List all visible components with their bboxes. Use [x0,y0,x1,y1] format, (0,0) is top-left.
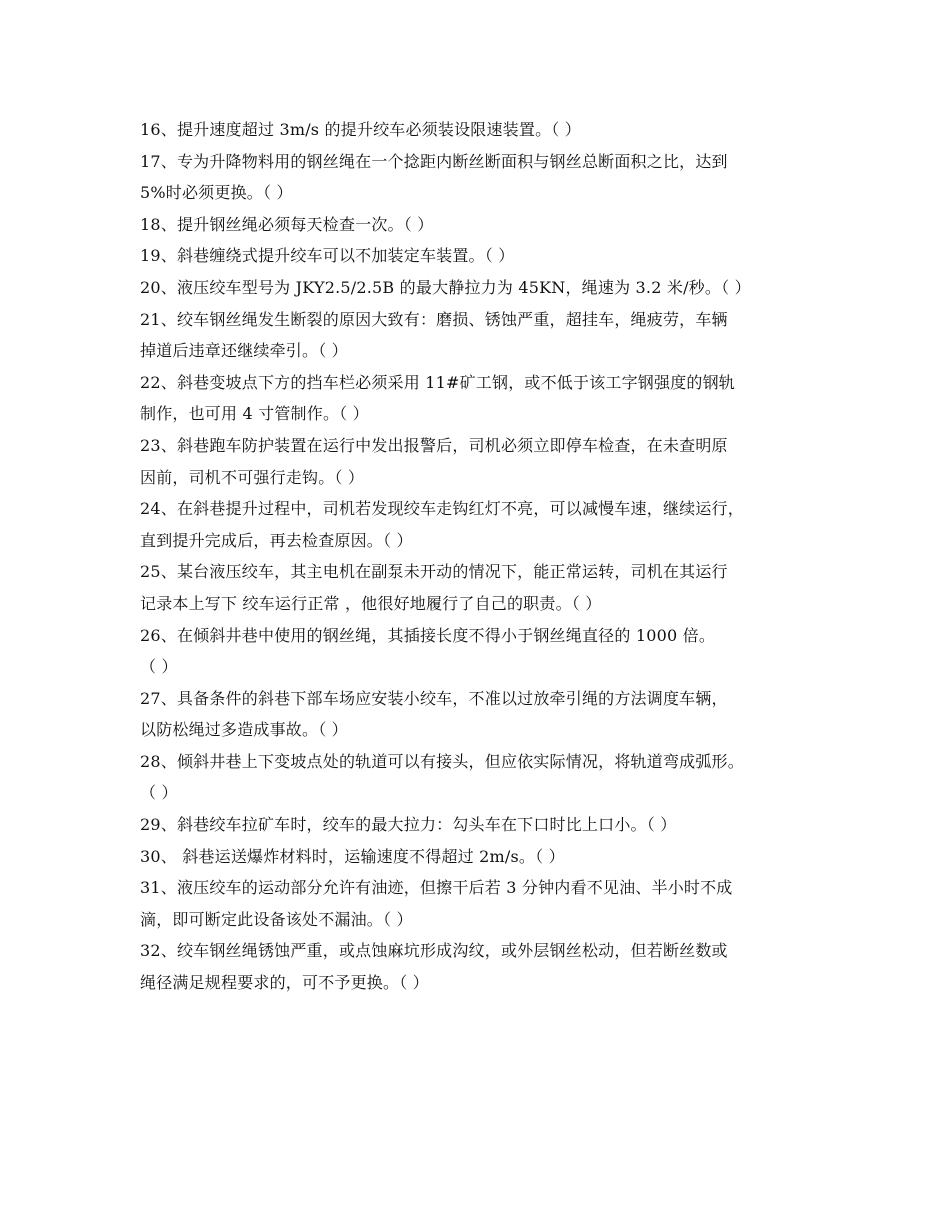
text-line: 绳径满足规程要求的，可不予更换。（ ） [140,973,429,993]
text-line: 滴，即可断定此设备该处不漏油。（ ） [140,909,413,929]
text-line: 21、绞车钢丝绳发生断裂的原因大致有：磨损、锈蚀严重，超挂车，绳疲劳，车辆 [140,309,728,329]
text-line: 掉道后违章还继续牵引。（ ） [140,341,348,361]
text-line: 28、倾斜井巷上下变坡点处的轨道可以有接头，但应依实际情况，将轨道弯成弧形。 [140,751,744,771]
text-line: 22、斜巷变坡点下方的挡车栏必须采用 11#矿工钢，或不低于该工字钢强度的钢轨 [140,372,736,392]
text-line: 制作，也可用 4 寸管制作。（ ） [140,404,369,424]
text-line: 因前，司机不可强行走钩。（ ） [140,467,365,487]
text-line: （ ） [140,783,178,803]
document-body [140,114,830,999]
text-line: 直到提升完成后，再去检查原因。（ ） [140,530,413,550]
text-line: 以防松绳过多造成事故。（ ） [140,720,348,740]
text-line: 26、在倾斜井巷中使用的钢丝绳，其插接长度不得小于钢丝绳直径的 1000 倍。 [140,625,716,645]
text-line: 24、在斜巷提升过程中，司机若发现绞车走钩红灯不亮，可以减慢车速，继续运行， [140,499,744,519]
text-line: 30、 斜巷运送爆炸材料时，运输速度不得超过 2m/s。（ ） [140,846,565,866]
text-line: 27、具备条件的斜巷下部车场应安装小绞车，不准以过放牵引绳的方法调度车辆， [140,688,728,708]
text-line: 31、液压绞车的运动部分允许有油迹，但擦干后若 3 分钟内看不见油、半小时不成 [140,878,733,898]
text-line: 16、提升速度超过 3m/s 的提升绞车必须装设限速装置。（ ） [140,120,581,139]
text-line: 23、斜巷跑车防护装置在运行中发出报警后，司机必须立即停车检查，在未查明原 [140,435,728,455]
text-line: 5%时必须更换。（ ） [140,183,293,203]
text-line: 17、专为升降物料用的钢丝绳在一个捻距内断丝断面积与钢丝总断面积之比，达到 [140,151,728,171]
text-line: 记录本上写下 绞车运行正常 ，他很好地履行了自己的职责。（ ） [140,593,602,613]
text-line: 25、某台液压绞车，其主电机在副泵未开动的情况下，能正常运转，司机在其运行 [140,562,728,582]
text-line: 20、液压绞车型号为 JKY2.5/2.5B 的最大静拉力为 45KN，绳速为 3.2 米/秒。（ ） [140,277,751,297]
text-line: 19、斜巷缠绕式提升绞车可以不加装定车装置。（ ） [140,246,515,266]
text-line: （ ） [140,657,178,677]
text-line: 29、斜巷绞车拉矿车时，绞车的最大拉力：勾头车在下口时比上口小。（ ） [140,815,677,835]
text-line: 32、绞车钢丝绳锈蚀严重，或点蚀麻坑形成沟纹，或外层钢丝松动，但若断丝数或 [140,941,728,961]
text-line: 18、提升钢丝绳必须每天检查一次。（ ） [140,214,434,234]
